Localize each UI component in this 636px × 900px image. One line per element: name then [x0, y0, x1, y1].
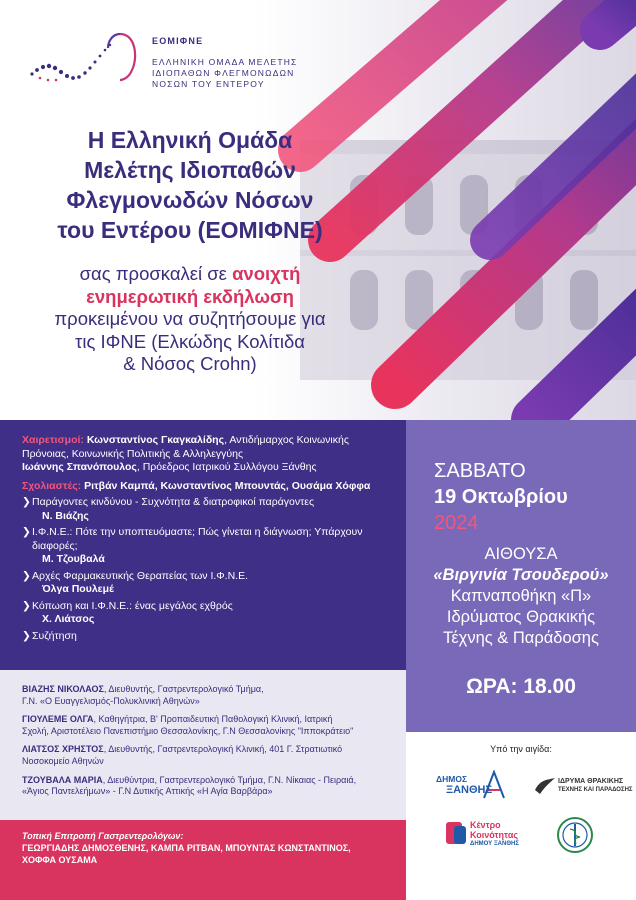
logo-wordmark	[152, 36, 298, 90]
program-item	[22, 630, 388, 644]
talk-title: Αρχές Φαρμακευτικής Θεραπείας των Ι.Φ.Ν.Ε.	[32, 569, 249, 582]
commentators-label: Σχολιαστές:	[22, 479, 82, 492]
program-item	[22, 600, 388, 627]
speaker-affiliation: «Άγιος Παντελεήμων» - Γ.Ν Δυτικής Αττικής «Η Αγία Βαρβάρα»	[22, 786, 273, 797]
greetings-label: Χαιρετισμοί:	[22, 434, 84, 446]
headline-line: Φλεγμονωδών Νόσων	[66, 187, 314, 213]
committee-members: ΓΕΩΡΓΙΑΔΗΣ ΔΗΜΟΣΘΕΝΗΣ, ΚΑΜΠΑ ΡΙΤΒΑΝ, ΜΠΟΥΝΤΑΣ ΚΩΝΣΤΑΝΤΙΝΟΣ,	[22, 843, 351, 853]
dimos-xanthis-logo	[436, 770, 526, 804]
invite-line: τις ΙΦΝΕ (Ελκώδης Κολίτιδα	[75, 330, 305, 352]
speaker-affiliation: Γ.Ν. «Ο Ευαγγελισμός-Πολυκλινική Αθηνών»	[22, 695, 200, 706]
speaker-affiliation: Νοσοκομείο Αθηνών	[22, 755, 104, 766]
speaker-entry	[22, 744, 390, 767]
chevron-right-icon: ❯	[22, 599, 31, 612]
talk-speaker: Όλγα Πουλεμέ	[42, 583, 114, 595]
local-committee	[0, 820, 406, 900]
speaker-name: ΤΖΟΥΒΑΛΑ ΜΑΡΙΑ	[22, 774, 103, 785]
headline-line: Η Ελληνική Ομάδα	[87, 127, 293, 153]
talk-title: Ι.Φ.Ν.Ε.: Πότε την υποπτευόμαστε; Πώς γίνεται η διάγνωση; Υπάρχουν διαφορές;	[32, 526, 363, 552]
bird-icon	[534, 776, 556, 796]
venue-name: «Βιργινία Τσουδερού»	[433, 566, 609, 584]
program-section	[0, 420, 406, 670]
committee-members: ΧΟΦΦΑ ΟΥΣΑΜΑ	[22, 855, 98, 865]
eomifne-logo	[28, 28, 146, 90]
speaker-role: , Διευθυντής, Γαστρεντερολογική Κλινική, 401 Γ. Στρατιωτικό	[103, 744, 343, 755]
invitation-text	[40, 263, 340, 376]
people-icon-accent	[454, 826, 466, 844]
event-date: 19 Οκτωβρίου	[434, 486, 568, 508]
medical-association-seal	[556, 816, 594, 854]
event-day: ΣΑΒΒΑΤΟ	[434, 460, 526, 482]
chevron-right-icon: ❯	[22, 526, 31, 538]
greeter-name: Ιωάννης Σπανόπουλος	[22, 461, 137, 473]
kentro-line3: ΔΗΜΟΥ ΞΑΝΘΗΣ	[470, 841, 519, 847]
program-item	[22, 570, 388, 597]
headline-line: Μελέτης Ιδιοπαθών	[84, 157, 296, 183]
invite-highlight: ανοιχτή	[232, 263, 301, 284]
chevron-right-icon: ❯	[22, 629, 31, 642]
speaker-affiliation: Σχολή, Αριστοτέλειο Πανεπιστήμιο Θεσσαλονίκης, Γ.Ν Θεσσαλονίκης "Ιπποκράτειο"	[22, 725, 354, 736]
speaker-name: ΒΙΑΖΗΣ ΝΙΚΟΛΑΟΣ	[22, 684, 104, 694]
invite-line: προκειμένου να συζητήσουμε για	[54, 308, 326, 329]
talk-title: Παράγοντες κινδύνου - Συχνότητα & διατροφικοί παράγοντες	[32, 496, 315, 508]
speaker-role: , Διευθυντής, Γαστρεντερολογικό Τμήμα,	[103, 684, 264, 694]
sponsors-caption: Υπό την αιγίδα:	[490, 744, 552, 754]
dimos-line1: ΔΗΜΟΣ	[436, 774, 468, 784]
event-year: 2024	[434, 512, 479, 534]
chevron-right-icon: ❯	[22, 496, 31, 508]
greeter-role: , Αντιδήμαρχος Κοινωνικής Πρόνοιας, Κοινωνικής Πολιτικής & Αλληλεγγύης	[22, 434, 349, 460]
sponsors-section	[406, 732, 636, 900]
headline-line: του Εντέρου (ΕΟΜΙΦΝΕ)	[57, 217, 323, 243]
venue-line: Καπναποθήκη «Π»	[450, 587, 592, 605]
invite-pre: σας προσκαλεί σε	[79, 263, 233, 284]
speaker-entry	[22, 775, 390, 798]
talk-speaker: Μ. Τζουβαλά	[42, 553, 105, 565]
chevron-right-icon: ❯	[22, 569, 31, 582]
invite-line: & Νόσος Crohn)	[123, 353, 257, 374]
talk-speaker: Χ. Λιάτσος	[42, 613, 95, 625]
speaker-role: , Διευθύντρια, Γαστρεντερολογικό Τμήμα, Γ.Ν. Νίκαιας - Πειραιά,	[102, 774, 357, 785]
event-time: ΩΡΑ: 18.00	[466, 675, 576, 698]
idryma-line2: ΤΕΧΝΗΣ ΚΑΙ ΠΑΡΑΔΟΣΗΣ	[558, 787, 633, 793]
dimos-line2: ΞΑΝΘΗΣ	[446, 784, 493, 796]
program-item	[22, 526, 388, 567]
program-item	[22, 496, 388, 523]
event-venue	[406, 544, 636, 649]
committee-title: Τοπική Επιτροπή Γαστρεντερολόγων:	[22, 831, 184, 841]
speakers-panel	[0, 670, 406, 820]
kentro-koinotitas-logo	[446, 818, 536, 858]
speaker-entry	[22, 714, 390, 737]
greeter-role: , Πρόεδρος Ιατρικού Συλλόγου Ξάνθης	[136, 461, 317, 473]
speaker-name: ΛΙΑΤΣΟΣ ΧΡΗΣΤΟΣ	[22, 744, 104, 755]
talk-speaker: Ν. Βιάζης	[42, 509, 89, 522]
kentro-line1: Κέντρο	[470, 820, 501, 830]
speaker-name: ΓΙΟΥΛΕΜΕ ΟΛΓΑ	[22, 714, 94, 725]
commentators	[22, 480, 388, 494]
idryma-logo	[534, 772, 634, 806]
venue-label: ΑΙΘΟΥΣΑ	[484, 545, 558, 563]
commentators-names: Ριτβάν Καμπά, Κωνσταντίνος Μπουντάς, Ουσάμα Χόφφα	[84, 479, 371, 492]
logo-acronym: ΕΟΜΙΦΝΕ	[152, 36, 204, 46]
logo-line: ΝΟΣΩΝ ΤΟΥ ΕΝΤΕΡΟΥ	[152, 79, 265, 89]
event-headline	[40, 125, 340, 245]
talk-title: Κόπωση και Ι.Φ.Ν.Ε.: ένας μεγάλος εχθρός	[32, 599, 233, 612]
greetings	[22, 434, 388, 475]
kentro-line2: Κοινότητας	[470, 830, 519, 840]
venue-line: Τέχνης & Παράδοσης	[443, 629, 599, 647]
logo-line: ΙΔΙΟΠΑΘΩΝ ΦΛΕΓΜΟΝΩΔΩΝ	[152, 68, 295, 78]
invite-highlight: ενημερωτική εκδήλωση	[86, 285, 294, 307]
talk-title: Συζήτηση	[32, 629, 77, 642]
idryma-line1: ΙΔΡΥΜΑ ΘΡΑΚΙΚΗΣ	[558, 778, 624, 785]
greeter-name: Κωνσταντίνος Γκαγκαλίδης	[86, 434, 225, 446]
event-info	[406, 420, 636, 732]
logo-line: ΕΛΛΗΝΙΚΗ ΟΜΑΔΑ ΜΕΛΕΤΗΣ	[152, 57, 298, 67]
speaker-role: , Καθηγήτρια, Β' Προπαιδευτική Παθολογική Κλινική, Ιατρική	[93, 714, 333, 725]
venue-line: Ιδρύματος Θρακικής	[446, 608, 596, 626]
hero-section	[0, 0, 636, 420]
speaker-entry	[22, 684, 390, 707]
